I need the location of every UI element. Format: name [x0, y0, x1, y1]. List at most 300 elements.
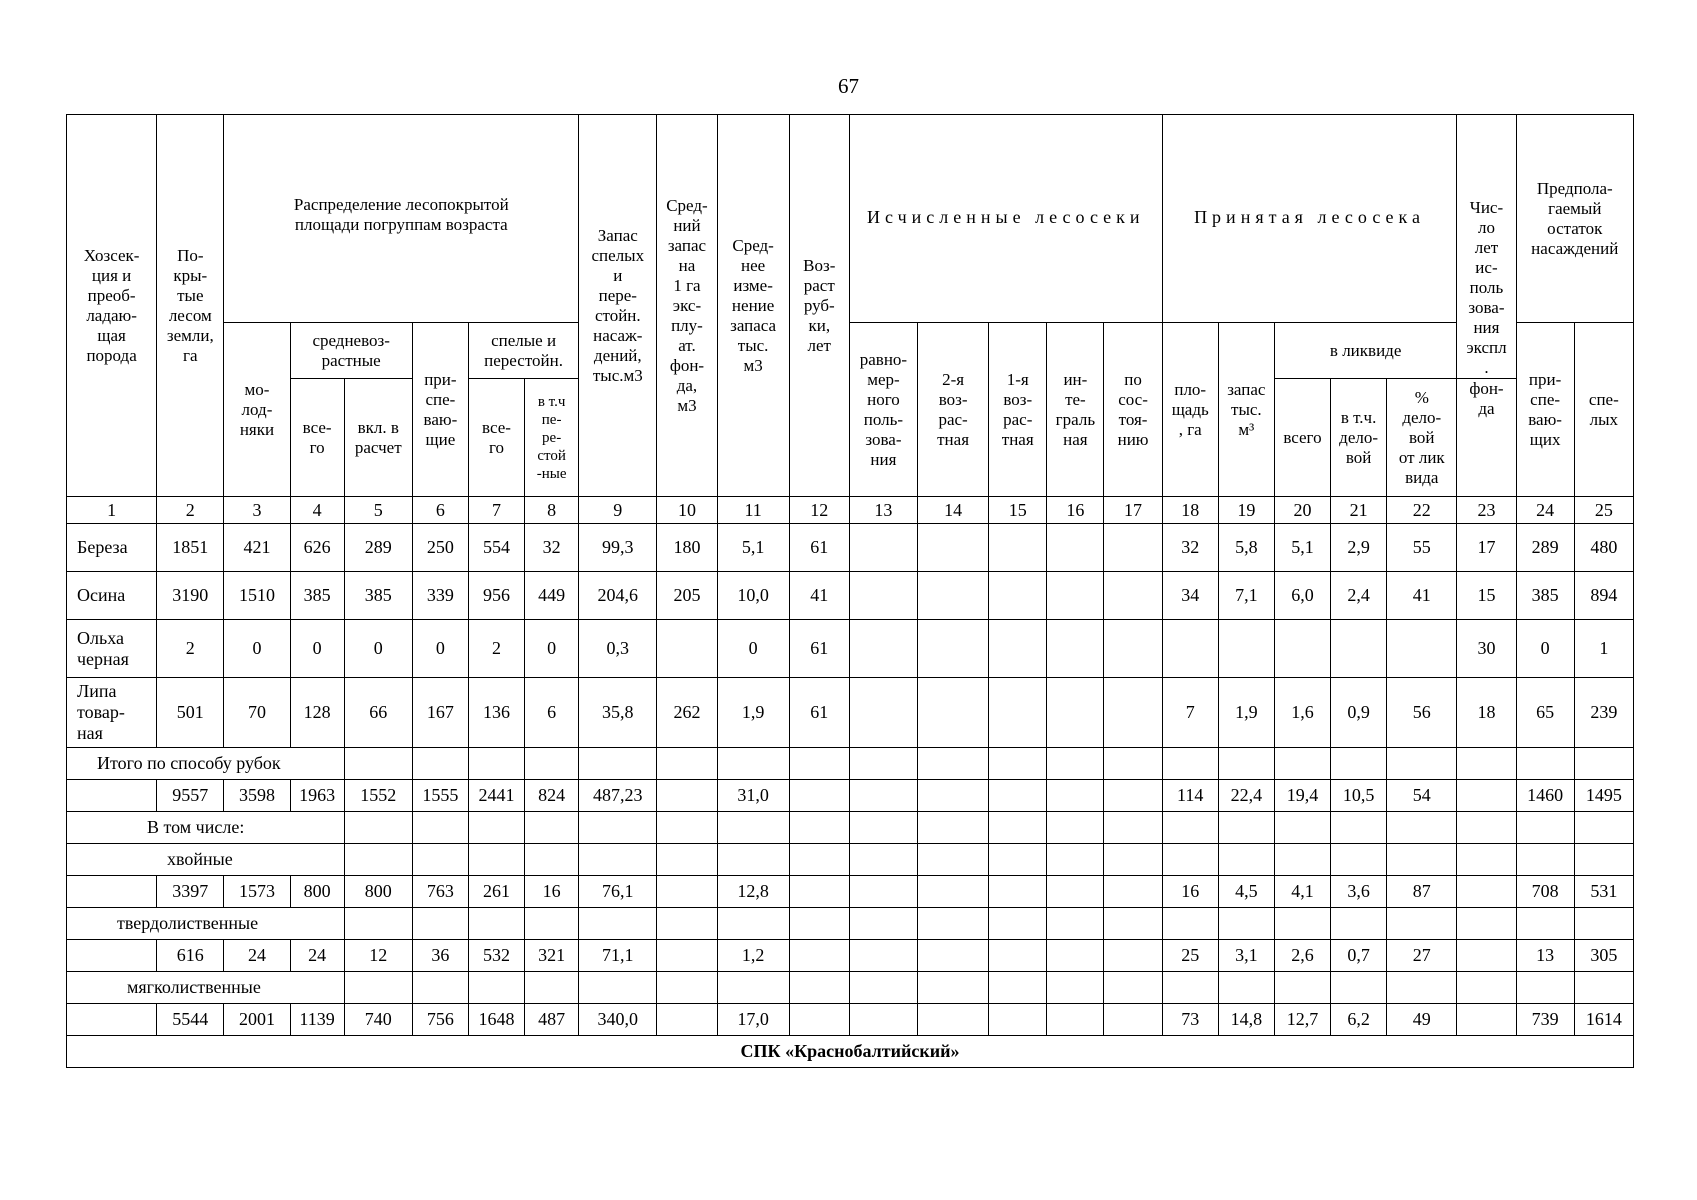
table-cell: 800 [290, 876, 344, 908]
table-cell: 14,8 [1218, 1004, 1274, 1036]
table-cell [989, 940, 1047, 972]
column-number-3: 3 [224, 497, 290, 524]
table-cell: 385 [344, 572, 412, 620]
empty-cell [918, 812, 989, 844]
table-cell [1047, 876, 1104, 908]
empty-cell [1387, 908, 1457, 940]
table-row [67, 678, 1634, 748]
table-cell [989, 876, 1047, 908]
empty-cell [412, 748, 468, 780]
header-years-use-top: Чис- ло лет ис- поль зова- ния экспл . [1457, 115, 1516, 379]
table-cell: 25 [1162, 940, 1218, 972]
table-cell [789, 1004, 849, 1036]
table-cell: 205 [657, 572, 717, 620]
column-number-23: 23 [1457, 497, 1516, 524]
table-cell [1104, 678, 1162, 748]
table-cell: 0,3 [579, 620, 657, 678]
empty-cell [789, 812, 849, 844]
table-cell [918, 572, 989, 620]
empty-cell [579, 908, 657, 940]
table-cell: 180 [657, 524, 717, 572]
table-cell: 13 [1516, 940, 1574, 972]
table-cell [1047, 572, 1104, 620]
group-label: мягколиственные [67, 972, 345, 1004]
header-first-age: 1-я воз- рас- тная [989, 323, 1047, 497]
column-number-8: 8 [525, 497, 579, 524]
table-cell: 321 [525, 940, 579, 972]
empty-cell [717, 972, 789, 1004]
header-species: Хозсек- ция и преоб- ладаю- щая порода [67, 115, 157, 497]
table-cell [789, 780, 849, 812]
empty-cell [1516, 812, 1574, 844]
table-cell [1047, 780, 1104, 812]
table-row [67, 1004, 1634, 1036]
column-number-7: 7 [468, 497, 524, 524]
empty-cell [468, 972, 524, 1004]
empty-cell [412, 812, 468, 844]
empty-cell [1218, 844, 1274, 876]
table-cell [849, 620, 917, 678]
table-cell: 2,6 [1274, 940, 1330, 972]
table-cell: 12,8 [717, 876, 789, 908]
table-cell [849, 678, 917, 748]
empty-cell [1047, 812, 1104, 844]
table-cell: 5,1 [1274, 524, 1330, 572]
table-cell: 12,7 [1274, 1004, 1330, 1036]
table-cell: 824 [525, 780, 579, 812]
empty-cell [1574, 812, 1633, 844]
table-cell: 1851 [157, 524, 224, 572]
empty-cell [1516, 972, 1574, 1004]
table-cell: 1555 [412, 780, 468, 812]
table-cell: 250 [412, 524, 468, 572]
table-cell [789, 876, 849, 908]
empty-cell [344, 972, 412, 1004]
table-cell: 894 [1574, 572, 1633, 620]
table-cell: 740 [344, 1004, 412, 1036]
table-cell [918, 780, 989, 812]
empty-cell [1104, 908, 1162, 940]
table-row [67, 524, 1634, 572]
column-number-15: 15 [989, 497, 1047, 524]
table-cell: 10,0 [717, 572, 789, 620]
table-cell: 70 [224, 678, 290, 748]
empty-cell [1457, 748, 1516, 780]
table-cell: 262 [657, 678, 717, 748]
empty-cell [1387, 972, 1457, 1004]
table-cell: 0 [412, 620, 468, 678]
table-cell: 7 [1162, 678, 1218, 748]
total-label: Итого по способу рубок [67, 748, 345, 780]
empty-cell [989, 908, 1047, 940]
column-number-6: 6 [412, 497, 468, 524]
table-cell: 756 [412, 1004, 468, 1036]
empty-cell [1162, 748, 1218, 780]
table-cell: 136 [468, 678, 524, 748]
species-name: Береза [67, 524, 157, 572]
header-in-liquid: в ликвиде [1274, 323, 1456, 379]
header-avg-stock-per-ha: Сред- ний запас на 1 га экс- плу- ат. фон- да, м3 [657, 115, 717, 497]
header-second-age: 2-я воз- рас- тная [918, 323, 989, 497]
empty-cell [1387, 844, 1457, 876]
table-cell [918, 524, 989, 572]
table-cell: 708 [1516, 876, 1574, 908]
empty-cell [1162, 972, 1218, 1004]
empty-cell [412, 844, 468, 876]
table-cell: 65 [1516, 678, 1574, 748]
header-age-distribution: Распределение лесопокрытой площади погруппам возраста [224, 115, 579, 323]
table-cell: 956 [468, 572, 524, 620]
empty-cell [1331, 748, 1387, 780]
empty-cell [789, 972, 849, 1004]
empty-cell [717, 844, 789, 876]
table-cell: 6,2 [1331, 1004, 1387, 1036]
empty-cell [717, 812, 789, 844]
table-cell: 10,5 [1331, 780, 1387, 812]
empty-cell [1047, 908, 1104, 940]
table-cell: 17 [1457, 524, 1516, 572]
group-label-row [67, 972, 1634, 1004]
empty-cell [1331, 908, 1387, 940]
table-cell: 1552 [344, 780, 412, 812]
column-number-2: 2 [157, 497, 224, 524]
table-cell: 128 [290, 678, 344, 748]
table-cell: 2,9 [1331, 524, 1387, 572]
empty-cell [525, 844, 579, 876]
table-cell [1104, 620, 1162, 678]
header-avg-stock-change: Сред- нее изме- нение запаса тыс. м3 [717, 115, 789, 497]
table-cell: 5,8 [1218, 524, 1274, 572]
table-cell [1047, 1004, 1104, 1036]
table-cell: 41 [789, 572, 849, 620]
empty-cell [717, 908, 789, 940]
header-maturing: при- спе- ваю- щие [412, 323, 468, 497]
table-cell [1104, 940, 1162, 972]
group-label: твердолиственные [67, 908, 345, 940]
table-cell: 487 [525, 1004, 579, 1036]
header-young: мо- лод- няки [224, 323, 290, 497]
header-middle-included: вкл. в расчет [344, 379, 412, 497]
empty-cell [1047, 972, 1104, 1004]
table-cell: 61 [789, 524, 849, 572]
header-years-use-bottom: фон- да [1457, 379, 1516, 497]
empty-cell [1104, 844, 1162, 876]
table-cell: 0,9 [1331, 678, 1387, 748]
table-cell: 487,23 [579, 780, 657, 812]
empty-cell [525, 812, 579, 844]
table-cell: 239 [1574, 678, 1633, 748]
empty-cell [525, 748, 579, 780]
empty-cell [849, 844, 917, 876]
table-cell: 616 [157, 940, 224, 972]
table-cell: 2 [468, 620, 524, 678]
table-cell: 24 [224, 940, 290, 972]
table-cell: 1573 [224, 876, 290, 908]
empty-cell [1047, 844, 1104, 876]
header-business-percent: % дело- вой от лик вида [1387, 379, 1457, 497]
table-cell: 0 [717, 620, 789, 678]
table-cell: 305 [1574, 940, 1633, 972]
empty-cell [657, 844, 717, 876]
empty-cell [789, 748, 849, 780]
table-cell [67, 780, 157, 812]
table-cell: 3,6 [1331, 876, 1387, 908]
empty-cell [789, 908, 849, 940]
table-row [67, 876, 1634, 908]
empty-cell [1218, 812, 1274, 844]
table-cell [849, 876, 917, 908]
table-cell: 1,9 [717, 678, 789, 748]
table-cell: 3598 [224, 780, 290, 812]
table-cell [657, 1004, 717, 1036]
empty-cell [344, 812, 412, 844]
empty-cell [989, 844, 1047, 876]
column-number-24: 24 [1516, 497, 1574, 524]
table-row [67, 940, 1634, 972]
table-cell: 204,6 [579, 572, 657, 620]
empty-cell [989, 972, 1047, 1004]
table-cell: 87 [1387, 876, 1457, 908]
header-mature-stock: Запас спелых и пере- стойн. насаж- дений, тыс.м3 [579, 115, 657, 497]
table-cell: 0 [290, 620, 344, 678]
table-cell: 626 [290, 524, 344, 572]
header-business-wood: в т.ч. дело- вой [1331, 379, 1387, 497]
column-number-10: 10 [657, 497, 717, 524]
column-number-17: 17 [1104, 497, 1162, 524]
empty-cell [1387, 812, 1457, 844]
table-cell: 480 [1574, 524, 1633, 572]
table-cell [1104, 780, 1162, 812]
table-cell: 27 [1387, 940, 1457, 972]
table-cell: 3397 [157, 876, 224, 908]
table-cell: 0 [344, 620, 412, 678]
table-cell: 421 [224, 524, 290, 572]
header-maturing-remainder: при- спе- ваю- щих [1516, 323, 1574, 497]
header-integral: ин- те- граль ная [1047, 323, 1104, 497]
table-cell: 114 [1162, 780, 1218, 812]
table-cell [849, 780, 917, 812]
table-cell: 31,0 [717, 780, 789, 812]
empty-cell [657, 748, 717, 780]
including-label-row [67, 812, 1634, 844]
empty-cell [412, 972, 468, 1004]
table-cell: 531 [1574, 876, 1633, 908]
table-cell: 41 [1387, 572, 1457, 620]
table-cell: 16 [525, 876, 579, 908]
empty-cell [849, 972, 917, 1004]
including-label: В том числе: [67, 812, 345, 844]
empty-cell [1047, 748, 1104, 780]
table-cell: 340,0 [579, 1004, 657, 1036]
empty-cell [1162, 812, 1218, 844]
column-numbers-row [67, 497, 1634, 524]
table-cell: 30 [1457, 620, 1516, 678]
table-cell [849, 524, 917, 572]
table-cell: 261 [468, 876, 524, 908]
species-name: Осина [67, 572, 157, 620]
table-cell: 2 [157, 620, 224, 678]
empty-cell [1516, 908, 1574, 940]
column-number-9: 9 [579, 497, 657, 524]
empty-cell [918, 844, 989, 876]
table-cell [1047, 940, 1104, 972]
empty-cell [1274, 748, 1330, 780]
table-cell: 6 [525, 678, 579, 748]
empty-cell [1104, 812, 1162, 844]
table-cell: 1648 [468, 1004, 524, 1036]
table-cell [1457, 940, 1516, 972]
table-cell [657, 620, 717, 678]
column-number-25: 25 [1574, 497, 1633, 524]
table-cell: 0 [525, 620, 579, 678]
table-cell [849, 1004, 917, 1036]
table-cell [1047, 620, 1104, 678]
table-cell [1104, 524, 1162, 572]
table-cell: 66 [344, 678, 412, 748]
column-number-18: 18 [1162, 497, 1218, 524]
table-cell: 24 [290, 940, 344, 972]
table-cell [1331, 620, 1387, 678]
empty-cell [717, 748, 789, 780]
table-row [67, 620, 1634, 678]
header-area-ha: пло- щадь , га [1162, 323, 1218, 497]
table-cell: 35,8 [579, 678, 657, 748]
empty-cell [1574, 908, 1633, 940]
empty-cell [344, 908, 412, 940]
table-cell: 449 [525, 572, 579, 620]
table-cell: 1495 [1574, 780, 1633, 812]
table-cell: 4,5 [1218, 876, 1274, 908]
table-cell [1218, 620, 1274, 678]
empty-cell [1162, 908, 1218, 940]
empty-cell [1104, 972, 1162, 1004]
table-cell: 0 [224, 620, 290, 678]
empty-cell [1218, 748, 1274, 780]
empty-cell [579, 972, 657, 1004]
table-cell [1457, 780, 1516, 812]
header-stock-m3: запас тыс. м³ [1218, 323, 1274, 497]
table-cell: 76,1 [579, 876, 657, 908]
table-cell [1457, 876, 1516, 908]
table-cell [918, 1004, 989, 1036]
header-mature-total: все- го [468, 379, 524, 497]
empty-cell [849, 748, 917, 780]
header-liquid-total: всего [1274, 379, 1330, 497]
table-cell: 0,7 [1331, 940, 1387, 972]
empty-cell [525, 972, 579, 1004]
table-cell: 763 [412, 876, 468, 908]
empty-cell [1387, 748, 1457, 780]
header-middle-aged: средневоз- растные [290, 323, 412, 379]
table-cell: 1,9 [1218, 678, 1274, 748]
table-cell: 22,4 [1218, 780, 1274, 812]
empty-cell [849, 812, 917, 844]
table-cell: 800 [344, 876, 412, 908]
empty-cell [525, 908, 579, 940]
empty-cell [468, 908, 524, 940]
group-label-row [67, 908, 1634, 940]
table-cell: 61 [789, 620, 849, 678]
table-cell [67, 940, 157, 972]
empty-cell [1457, 812, 1516, 844]
column-number-13: 13 [849, 497, 917, 524]
table-cell: 1139 [290, 1004, 344, 1036]
table-cell [1104, 1004, 1162, 1036]
table-cell: 55 [1387, 524, 1457, 572]
empty-cell [1274, 908, 1330, 940]
column-number-19: 19 [1218, 497, 1274, 524]
table-row [67, 780, 1634, 812]
empty-cell [657, 908, 717, 940]
table-cell: 32 [1162, 524, 1218, 572]
empty-cell [579, 844, 657, 876]
table-cell: 739 [1516, 1004, 1574, 1036]
header-calculated-cutting-areas: Исчисленные лесосеки [849, 115, 1162, 323]
table-cell [1047, 524, 1104, 572]
table-cell: 2001 [224, 1004, 290, 1036]
empty-cell [1574, 844, 1633, 876]
column-number-5: 5 [344, 497, 412, 524]
empty-cell [989, 748, 1047, 780]
empty-cell [918, 908, 989, 940]
table-cell: 4,1 [1274, 876, 1330, 908]
empty-cell [1516, 844, 1574, 876]
table-cell [1162, 620, 1218, 678]
empty-cell [1457, 908, 1516, 940]
table-cell: 385 [1516, 572, 1574, 620]
table-cell [989, 780, 1047, 812]
empty-cell [1274, 844, 1330, 876]
table-cell [67, 876, 157, 908]
table-cell: 32 [525, 524, 579, 572]
empty-cell [1331, 812, 1387, 844]
table-cell: 16 [1162, 876, 1218, 908]
empty-cell [789, 844, 849, 876]
column-number-16: 16 [1047, 497, 1104, 524]
table-cell: 36 [412, 940, 468, 972]
column-number-11: 11 [717, 497, 789, 524]
empty-cell [1457, 972, 1516, 1004]
empty-cell [1331, 844, 1387, 876]
table-cell: 339 [412, 572, 468, 620]
table-cell [918, 620, 989, 678]
table-cell: 167 [412, 678, 468, 748]
header-felling-age: Воз- раст руб- ки, лет [789, 115, 849, 497]
table-cell: 3190 [157, 572, 224, 620]
header-accepted-cutting-area: Принятая лесосека [1162, 115, 1457, 323]
empty-cell [1274, 972, 1330, 1004]
empty-cell [1331, 972, 1387, 1004]
empty-cell [1574, 972, 1633, 1004]
table-cell: 289 [1516, 524, 1574, 572]
table-cell: 19,4 [1274, 780, 1330, 812]
table-cell [1387, 620, 1457, 678]
empty-cell [657, 972, 717, 1004]
table-cell: 18 [1457, 678, 1516, 748]
table-cell: 54 [1387, 780, 1457, 812]
empty-cell [1104, 748, 1162, 780]
header-uniform-use: равно- мер- ного поль- зова- ния [849, 323, 917, 497]
column-number-4: 4 [290, 497, 344, 524]
table-cell: 3,1 [1218, 940, 1274, 972]
table-footer-enterprise: СПК «Краснобалтийский» [67, 1036, 1634, 1068]
table-cell: 61 [789, 678, 849, 748]
page-number: 67 [838, 74, 859, 98]
empty-cell [1218, 908, 1274, 940]
header-by-condition: по сос- тоя- нию [1104, 323, 1162, 497]
empty-cell [344, 748, 412, 780]
table-cell [657, 940, 717, 972]
